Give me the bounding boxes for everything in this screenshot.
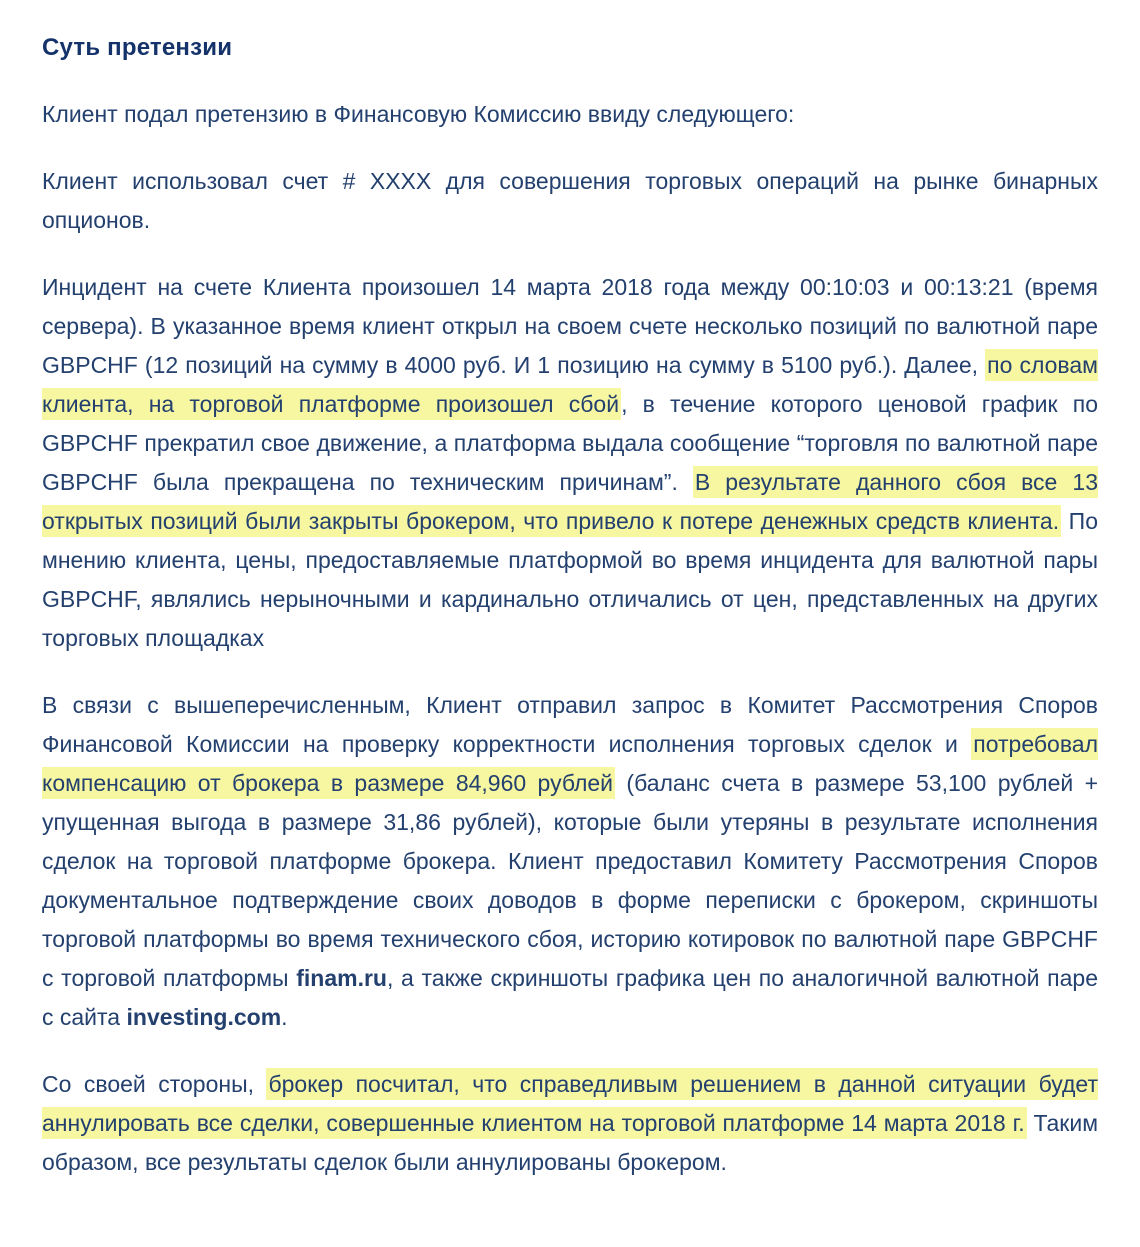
- bold-text: investing.com: [126, 1004, 282, 1030]
- text-run: В связи с вышеперечисленным, Клиент отправил запрос в Комитет Рассмотрения Споров Финансовой Комиссии на проверку корректности исполнения торговых сделок и: [42, 692, 1098, 757]
- paragraph: [42, 686, 1098, 1037]
- text-run: Клиент подал претензию в Финансовую Комиссию ввиду следующего:: [42, 101, 795, 127]
- text-run: Инцидент на счете Клиента произошел 14 марта 2018 года между 00:10:03 и 00:13:21 (время сервера). В указанное время клиент открыл на своем счете несколько позиций по валютной паре GBPCHF (12 позиций на сумму в 4000 руб. И 1 позицию на сумму в 5100 руб.). Далее,: [42, 274, 1098, 378]
- text-run: .: [281, 1004, 288, 1030]
- bold-text: finam.ru: [296, 965, 387, 991]
- paragraph: [42, 95, 1098, 134]
- highlighted-text: потребовал компенсацию от брокера в размере 84,960 рублей: [42, 728, 1098, 799]
- highlighted-text: В результате данного сбоя все 13 открытых позиций были закрыты брокером, что привело к потере денежных средств клиента.: [42, 466, 1098, 537]
- paragraph: [42, 1065, 1098, 1182]
- text-run: Клиент использовал счет # XXXX для совершения торговых операций на рынке бинарных опционов.: [42, 168, 1098, 233]
- text-run: По мнению клиента, цены, предоставляемые платформой во время инцидента для валютной пары GBPCHF, являлись нерыночными и кардинально отличались от цен, представленных на других торговых площадках: [42, 508, 1099, 651]
- text-run: (баланс счета в размере 53,100 рублей + упущенная выгода в размере 31,86 рублей), которые были утеряны в результате исполнения сделок на торговой платформе брокера. Клиент предоставил Комитету Рассмотрения Споров документальное подтверждение своих доводов в форме переписки с брокером, скриншоты торговой платформы во время технического сбоя, историю котировок по валютной паре GBPCHF с торговой платформы: [42, 770, 1099, 991]
- highlighted-text: по словам клиента, на торговой платформе произошел сбой: [42, 349, 1098, 420]
- text-run: Со своей стороны,: [42, 1071, 267, 1097]
- highlighted-text: брокер посчитал, что справедливым решением в данной ситуации будет аннулировать все сделки, совершенные клиентом на торговой платформе 14 марта 2018 г.: [42, 1068, 1098, 1139]
- page-title: Суть претензии: [42, 34, 233, 61]
- text-run: Таким образом, все результаты сделок были аннулированы брокером.: [42, 1110, 1099, 1175]
- paragraph: [42, 268, 1098, 658]
- document-paragraphs: [42, 95, 1098, 1182]
- paragraph: [42, 162, 1098, 240]
- text-run: , в течение которого ценовой график по GBPCHF прекратил свое движение, а платформа выдала сообщение “торговля по валютной паре GBPCHF была прекращена по техническим причинам”.: [42, 391, 1098, 495]
- text-run: , а также скриншоты графика цен по аналогичной валютной паре с сайта: [42, 965, 1098, 1030]
